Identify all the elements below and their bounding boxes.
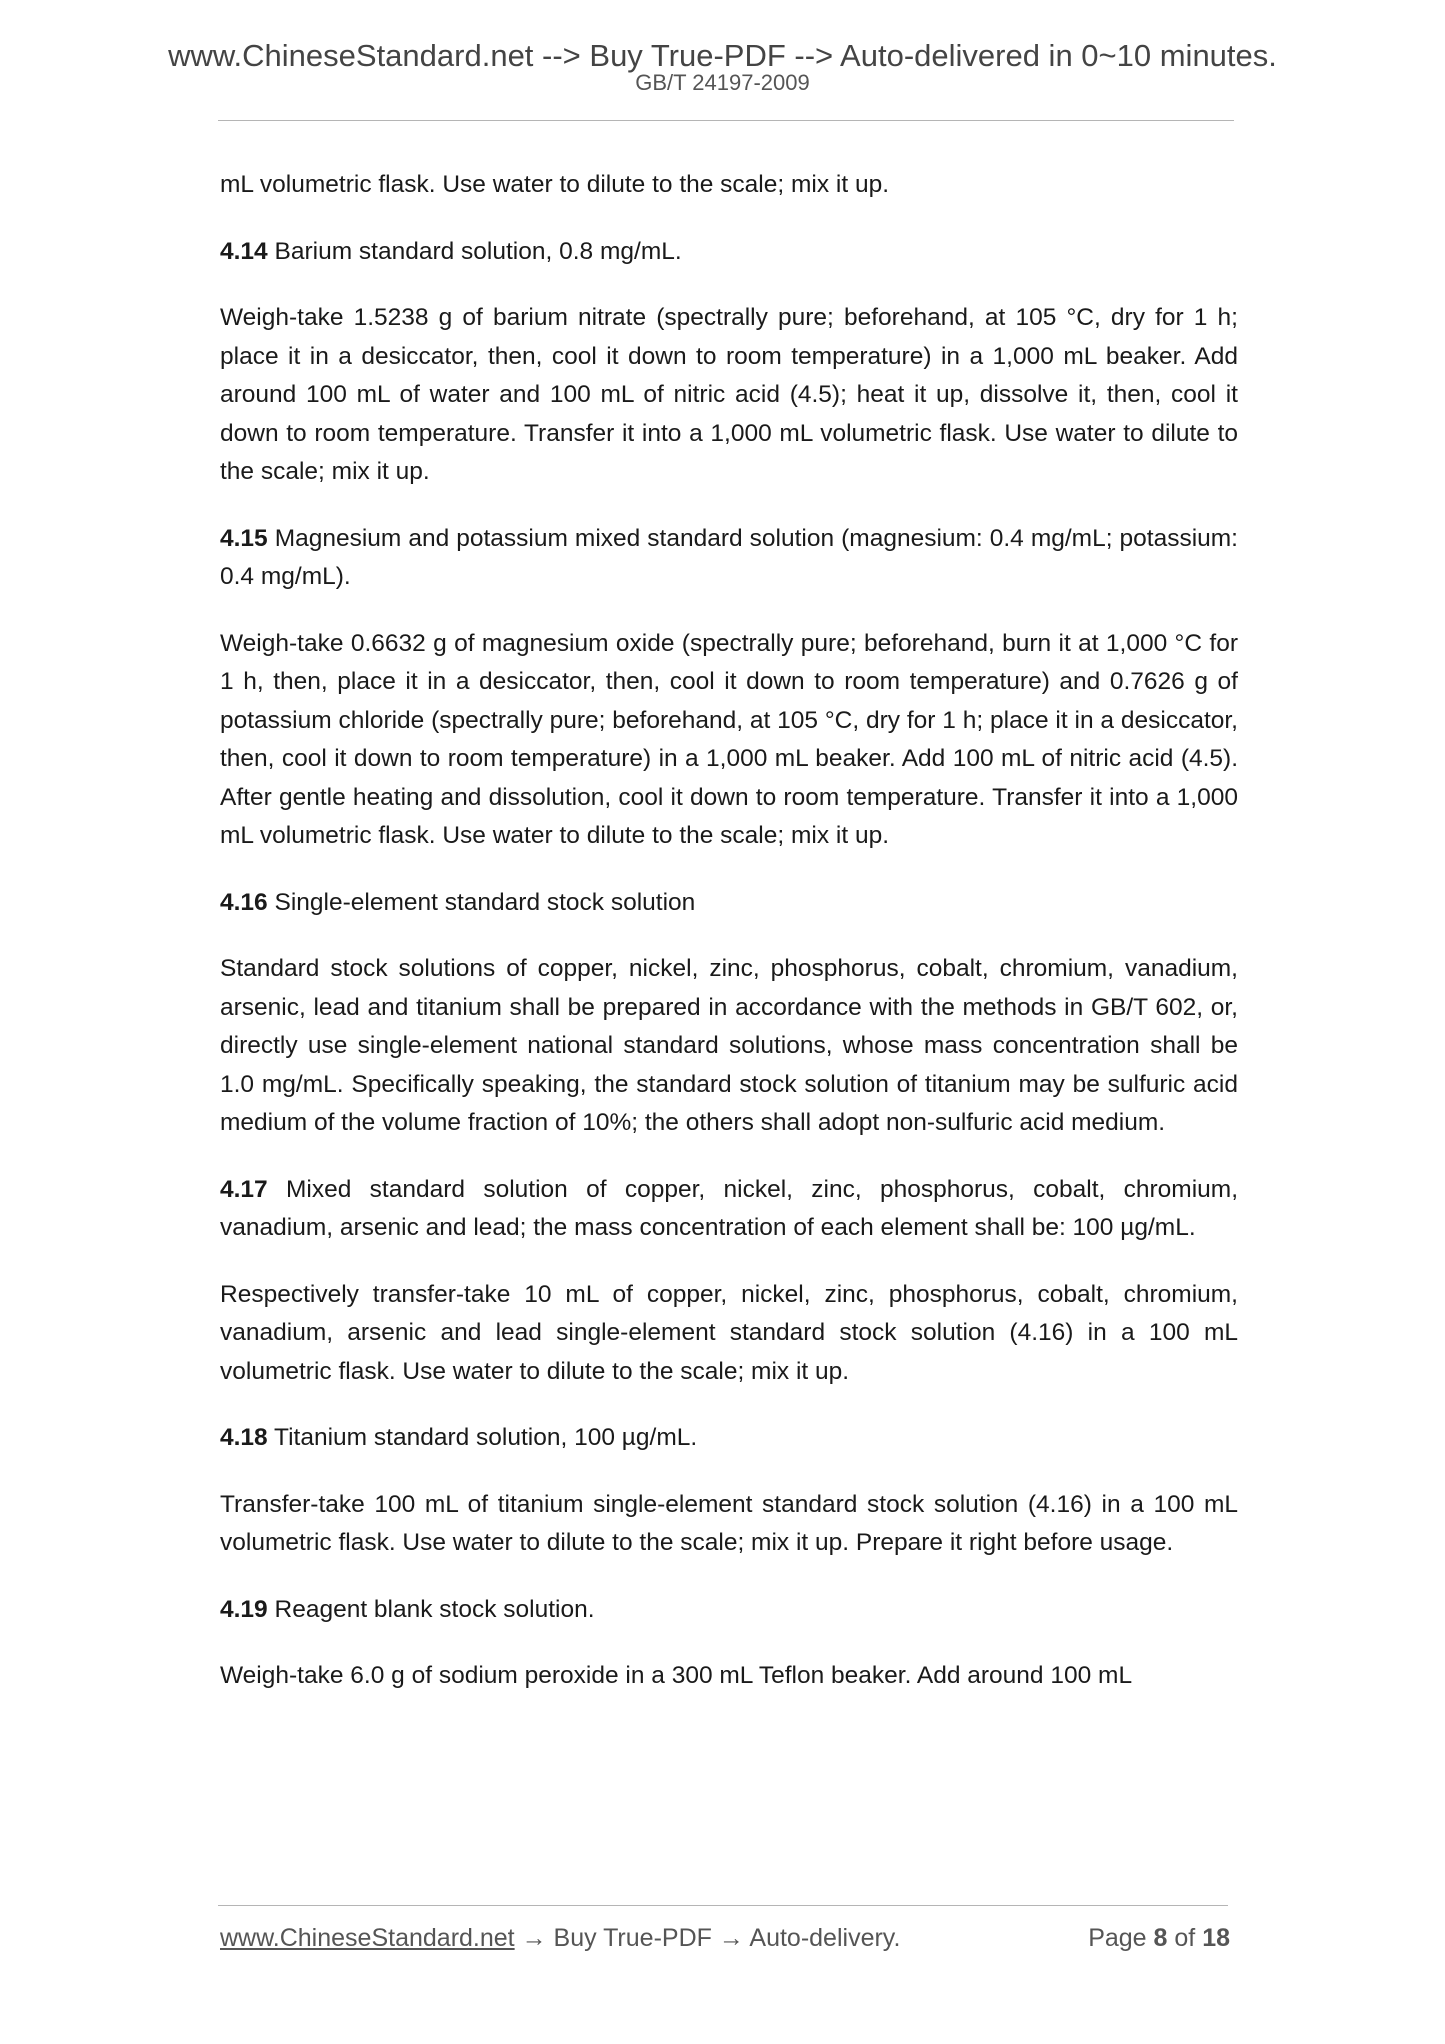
page-separator: of xyxy=(1167,1924,1203,1952)
clause-title: Reagent blank stock solution. xyxy=(267,1595,595,1623)
paragraph xyxy=(220,950,1238,1143)
clause-title: Single-element standard stock solution xyxy=(267,888,696,916)
clause-title: Titanium standard solution, 100 µg/mL. xyxy=(267,1424,698,1451)
clause-number: 4.14 xyxy=(220,237,268,265)
page-total: 18 xyxy=(1202,1924,1230,1952)
clause-heading xyxy=(220,233,1238,272)
clause-heading xyxy=(220,1171,1238,1248)
footer-left xyxy=(220,1922,900,1954)
clause-heading xyxy=(220,1419,1238,1458)
clause-number: 4.18 xyxy=(220,1424,268,1451)
paragraph xyxy=(220,1486,1238,1563)
clause-title: Mixed standard solution of copper, nickel, zinc, phosphorus, cobalt, chromium, vanadium, arsenic and lead; the mass concentration of each element shall be: 100 µg/mL. xyxy=(220,1175,1238,1241)
footer-site-link[interactable]: www.ChineseStandard.net xyxy=(220,1924,515,1952)
clause-number: 4.16 xyxy=(220,888,268,916)
clause-title: Barium standard solution, 0.8 mg/mL. xyxy=(267,237,682,265)
paragraph-text: Weigh-take 1.5238 g of barium nitrate (spectrally pure; beforehand, at 105 °C, dry for 1 h; place it in a desiccator, then, cool it down to room temperature) in a 1,000 mL beaker. Add around 100 mL of water and 100 mL of nitric acid (4.5); heat it up, dissolve it, then, cool it down to room temperature. Transfer it into a 1,000 mL volumetric flask. Use water to dilute to the scale; mix it up. xyxy=(220,304,1238,485)
page-current: 8 xyxy=(1153,1924,1168,1952)
clause-heading xyxy=(220,1591,1238,1630)
paragraph-text: Weigh-take 0.6632 g of magnesium oxide (spectrally pure; beforehand, burn it at 1,000 °C for 1 h, then, place it in a desiccator, then, cool it down to room temperature) and 0.7626 g of potassium chloride (spectrally pure; beforehand, at 105 °C, dry for 1 h; place it in a desiccator, then, cool it down to room temperature) in a 1,000 mL beaker. Add 100 mL of nitric acid (4.5). After gentle heating and dissolution, cool it down to room temperature. Transfer it into a 1,000 mL volumetric flask. Use water to dilute to the scale; mix it up. xyxy=(220,629,1238,849)
clause-heading xyxy=(220,520,1238,597)
document-body xyxy=(220,166,1238,1724)
paragraph xyxy=(220,1276,1238,1392)
paragraph xyxy=(220,625,1238,856)
footer-tagline: → Buy True-PDF → Auto-delivery. xyxy=(514,1924,901,1952)
paragraph-text: Standard stock solutions of copper, nickel, zinc, phosphorus, cobalt, chromium, vanadium, arsenic, lead and titanium shall be prepared in accordance with the methods in GB/T 602, or, directly use single-element national standard solutions, whose mass concentration shall be 1.0 mg/mL. Specifically speaking, the standard stock solution of titanium may be sulfuric acid medium of the volume fraction of 10%; the others shall adopt non-sulfuric acid medium. xyxy=(220,955,1238,1136)
footer-divider xyxy=(218,1905,1228,1906)
page-label: Page xyxy=(1088,1924,1154,1952)
paragraph-text: Weigh-take 6.0 g of sodium peroxide in a 300 mL Teflon beaker. Add around 100 mL xyxy=(220,1662,1133,1689)
header-divider xyxy=(218,120,1234,121)
document-code: GB/T 24197-2009 xyxy=(635,70,810,95)
clause-number: 4.15 xyxy=(220,524,268,552)
page-indicator xyxy=(1088,1922,1230,1954)
top-banner: www.ChineseStandard.net --> Buy True-PDF --> Auto-delivered in 0~10 minutes. xyxy=(168,38,1277,73)
clause-number: 4.17 xyxy=(220,1175,268,1203)
paragraph xyxy=(220,166,1238,205)
clause-number: 4.19 xyxy=(220,1595,268,1623)
paragraph xyxy=(220,299,1238,492)
paragraph-text: mL volumetric flask. Use water to dilute to the scale; mix it up. xyxy=(220,171,890,198)
clause-title: Magnesium and potassium mixed standard solution (magnesium: 0.4 mg/mL; potassium: 0.4 mg/mL). xyxy=(220,524,1238,590)
clause-heading xyxy=(220,884,1238,923)
paragraph-text: Transfer-take 100 mL of titanium single-element standard stock solution (4.16) in a 100 mL volumetric flask. Use water to dilute to the scale; mix it up. Prepare it right before usage. xyxy=(220,1490,1238,1556)
paragraph xyxy=(220,1657,1238,1696)
paragraph-text: Respectively transfer-take 10 mL of copper, nickel, zinc, phosphorus, cobalt, chromium, vanadium, arsenic and lead single-element standard stock solution (4.16) in a 100 mL volumetric flask. Use water to dilute to the scale; mix it up. xyxy=(220,1280,1238,1385)
